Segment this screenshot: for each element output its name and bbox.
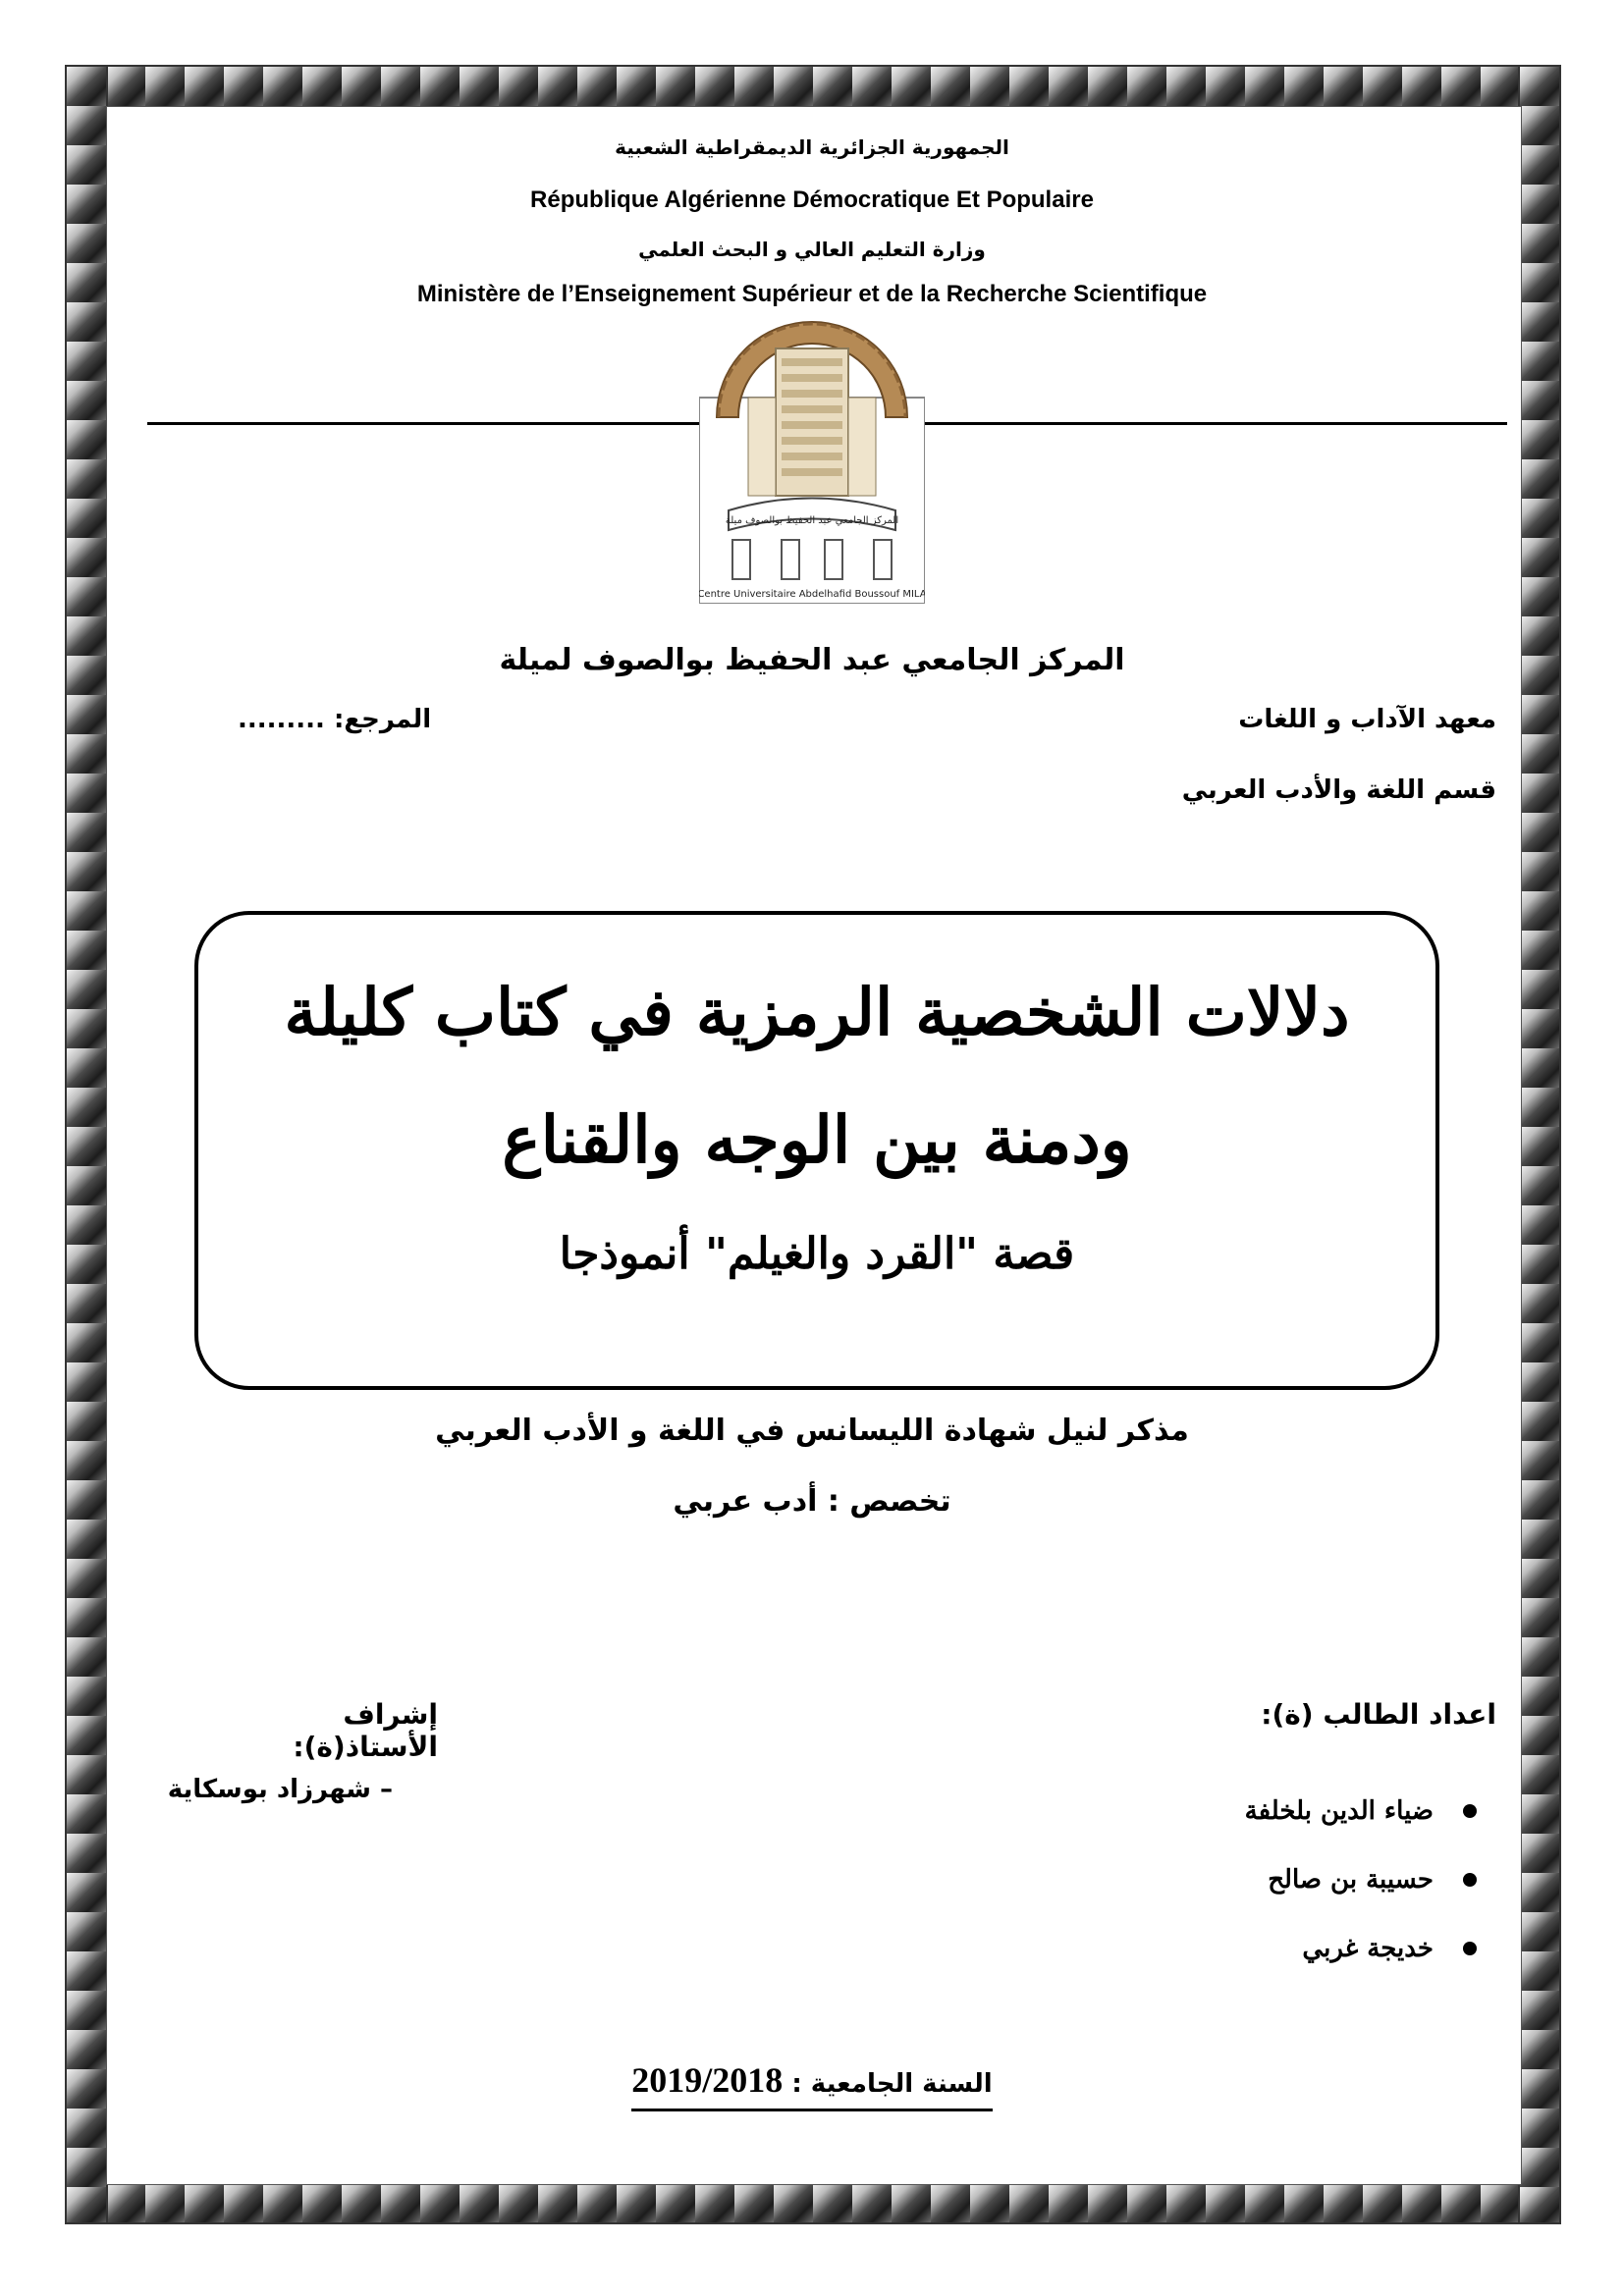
supervisor-label: إشراف الأستاذ(ة): [293, 1698, 438, 1763]
author-name: حسيبة بن صالح [1268, 1865, 1434, 1895]
reference-label: المرجع: ......... [238, 705, 432, 734]
svg-text:المركز الجامعي عبد الحفيظ بوال: المركز الجامعي عبد الحفيظ بوالصوف ميلة [725, 515, 899, 526]
thesis-subtitle: قصة "القرد والغيلم" أنموذجا [559, 1229, 1075, 1279]
decorative-border-left [67, 67, 106, 2222]
department-name: قسم اللغة والأدب العربي [1181, 775, 1496, 805]
list-item [986, 1777, 1477, 1845]
institute-name: معهد الآداب و اللغات [1238, 705, 1496, 734]
republic-fr: République Algérienne Démocratique Et Populaire [530, 187, 1094, 213]
decorative-border-top [67, 67, 1559, 106]
supervisor-name: – شهرزاد بوسكاية [167, 1775, 393, 1804]
ministry-ar: وزارة التعليم العالي و البحث العلمي [638, 238, 986, 261]
authors-list [986, 1777, 1477, 1983]
thesis-title-box [194, 911, 1439, 1390]
decorative-border-bottom [67, 2183, 1559, 2222]
author-name: خديجة غربي [1302, 1934, 1434, 1963]
authors-label: اعداد الطالب (ة): [1261, 1698, 1496, 1731]
bullet-icon [1463, 1873, 1477, 1887]
academic-year-value: 2019/2018 [631, 2060, 784, 2100]
svg-text:Centre Universitaire Abdelhafi: Centre Universitaire Abdelhafid Boussouf MILA [699, 589, 925, 600]
specialty: تخصص : أدب عربي [673, 1484, 951, 1519]
thesis-title-line-1: دلالات الشخصية الرمزية في كتاب كليلة [284, 974, 1350, 1050]
ministry-fr: Ministère de l’Enseignement Supérieur et de la Recherche Scientifique [416, 281, 1208, 307]
degree-statement: مذكر لنيل شهادة الليسانس في اللغة و الأدب العربي [435, 1414, 1189, 1448]
thesis-title-line-2: ودمنة بين الوجه والقناع [502, 1101, 1132, 1178]
university-name: المركز الجامعي عبد الحفيظ بوالصوف لميلة [499, 643, 1125, 677]
bullet-icon [1463, 1942, 1477, 1955]
bullet-icon [1463, 1804, 1477, 1818]
academic-year-label: السنة الجامعية : [783, 2069, 993, 2099]
republic-ar: الجمهورية الجزائرية الديمقراطية الشعبية [615, 135, 1009, 159]
decorative-border-right [1520, 67, 1559, 2222]
list-item [986, 1845, 1477, 1914]
list-item [986, 1914, 1477, 1983]
academic-year [0, 2059, 1624, 2111]
university-logo [699, 319, 925, 604]
author-name: ضياء الدين بلخلفة [1244, 1796, 1434, 1826]
